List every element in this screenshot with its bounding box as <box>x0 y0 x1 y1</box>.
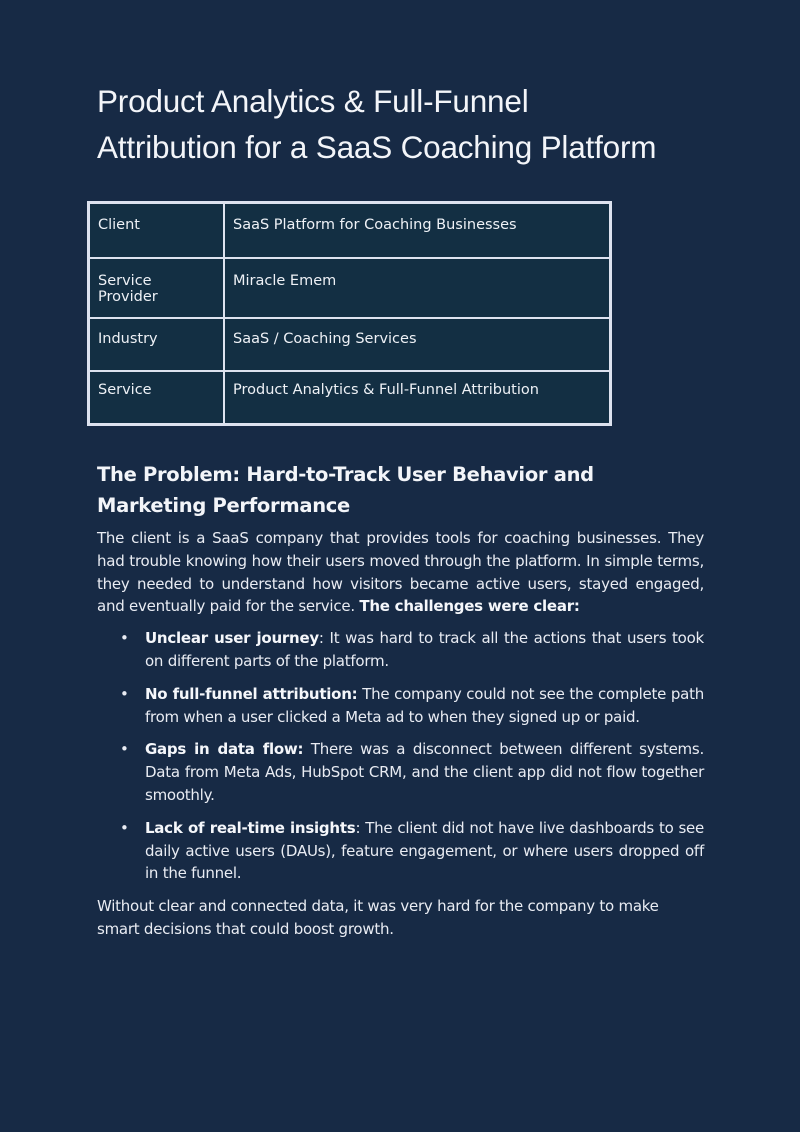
row-label-service-provider: Service Provider <box>89 258 224 318</box>
bullet-text: : It was hard to track all the actions that users took on different parts of the platform. <box>145 629 704 670</box>
table-row <box>89 258 610 318</box>
closing-paragraph: Without clear and connected data, it was very hard for the company to make smart decisions that could boost growth. <box>97 897 659 938</box>
bullet-icon: • <box>120 818 129 837</box>
row-value-client: SaaS Platform for Coaching Businesses <box>224 203 610 258</box>
list-item <box>97 627 704 673</box>
title-line-2: Attribution for a SaaS Coaching Platform <box>97 129 657 165</box>
problem-section <box>97 459 704 941</box>
title-block <box>97 78 704 170</box>
row-value-industry: SaaS / Coaching Services <box>224 318 610 371</box>
list-item <box>97 817 704 885</box>
section-heading: The Problem: Hard-to-Track User Behavior and Marketing Performance <box>97 463 594 517</box>
list-item <box>97 738 704 806</box>
row-value-service: Product Analytics & Full-Funnel Attribution <box>224 371 610 424</box>
table-row <box>89 203 610 258</box>
row-label-client: Client <box>89 203 224 258</box>
bullet-text: The company could not see the complete path from when a user clicked a Meta ad to when they signed up or paid. <box>145 684 704 726</box>
table-row <box>89 318 610 371</box>
document-title <box>97 78 704 170</box>
bullet-text: : The client did not have live dashboards to see daily active users (DAUs), feature engagement, or where users dropped off in the funnel. <box>145 818 704 883</box>
bullet-icon: • <box>120 684 129 703</box>
bullet-title: Gaps in data flow: <box>145 740 304 759</box>
intro-paragraph <box>97 527 704 618</box>
bullet-icon: • <box>120 740 129 759</box>
intro-bold-text: The challenges were clear: <box>359 597 580 616</box>
table-row <box>89 371 610 424</box>
bullet-text: There was a disconnect between different systems. Data from Meta Ads, HubSpot CRM, and the client app did not flow together smoothly. <box>145 740 704 804</box>
bullet-title: Lack of real-time insights <box>145 818 356 837</box>
title-line-1: Product Analytics & Full-Funnel <box>97 83 529 119</box>
row-value-service-provider: Miracle Emem <box>224 258 610 318</box>
list-item <box>97 683 704 729</box>
bullet-icon: • <box>120 629 129 648</box>
bullet-title: No full-funnel attribution: <box>145 684 358 703</box>
intro-text: The client is a SaaS company that provides tools for coaching businesses. They had trouble knowing how their users moved through the platform. In simple terms, they needed to understand how visitors became active users, stayed engaged, and eventually paid for the service. <box>97 529 704 616</box>
bullet-title: Unclear user journey <box>145 629 319 648</box>
project-info-table <box>87 201 612 426</box>
row-label-industry: Industry <box>89 318 224 371</box>
challenges-list <box>97 627 704 885</box>
row-label-service: Service <box>89 371 224 424</box>
